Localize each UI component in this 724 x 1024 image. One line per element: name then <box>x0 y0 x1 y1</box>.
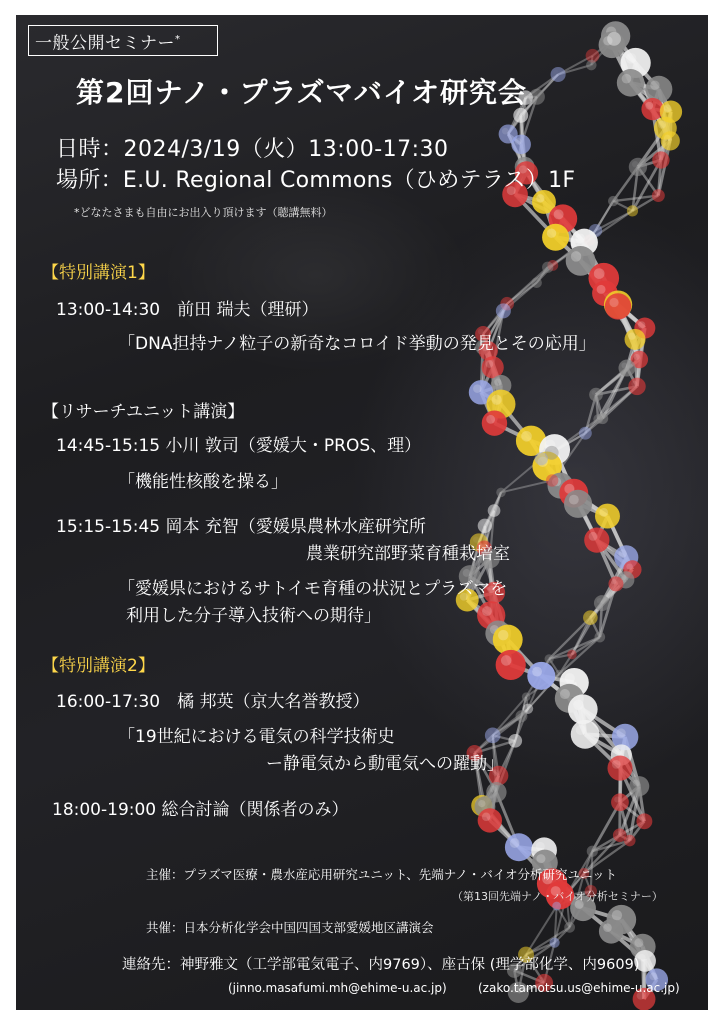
research-talk-2-title-line2: 利用した分子導入技術への期待」 <box>126 606 381 626</box>
special-lecture-2-title-line1: 「19世紀における電気の科学技術史 <box>118 727 395 747</box>
research-talk-2-affiliation: 農業研究部野菜育種栽培室 <box>306 544 510 564</box>
special-lecture-2-speaker: 16:00-17:30 橘 邦英（京大名誉教授） <box>56 692 370 712</box>
general-discussion: 18:00-19:00 総合討論（関係者のみ） <box>52 800 349 820</box>
organizer-seminar-note: （第13回先端ナノ・バイオ分析セミナー） <box>452 890 663 903</box>
research-talk-1-title: 「機能性核酸を操る」 <box>118 472 288 492</box>
special-lecture-1-speaker: 13:00-14:30 前田 瑞夫（理研） <box>56 300 319 320</box>
poster-title: 第2回ナノ・プラズマバイオ研究会 <box>76 76 528 109</box>
seminar-badge-mark: * <box>175 34 181 45</box>
organizer: 主催：プラズマ医療・農水産応用研究ユニット、先端ナノ・バイオ分析研究ユニット <box>146 867 618 882</box>
special-lecture-2-title-line2: ー静電気から動電気への躍動」 <box>266 754 504 774</box>
special-lecture-1-title: 「DNA担持ナノ粒子の新奇なコロイド挙動の発見とその応用」 <box>118 334 596 354</box>
admission-note: *どなたさまも自由にお出入り頂けます（聴講無料） <box>74 206 333 219</box>
special-lecture-1-heading: 【特別講演1】 <box>42 263 155 283</box>
event-venue: 場所：E.U. Regional Commons（ひめテラス）1F <box>56 168 576 193</box>
research-talk-1-speaker: 14:45-15:15 小川 敦司（愛媛大・PROS、理） <box>56 436 422 456</box>
seminar-poster <box>16 15 708 1010</box>
research-talk-2-speaker: 15:15-15:45 岡本 充智（愛媛県農林水産研究所 <box>56 517 426 537</box>
seminar-badge <box>28 25 218 56</box>
contact-email-jinno[interactable]: (jinno.masafumi.mh@ehime-u.ac.jp) <box>228 981 447 995</box>
contact-info: 連絡先：神野雅文（工学部電気電子、内9769）、座古保 (理学部化学、内9609) <box>122 957 640 973</box>
event-datetime: 日時：2024/3/19（火）13:00-17:30 <box>56 137 449 162</box>
research-unit-heading: 【リサーチユニット講演】 <box>42 402 245 422</box>
special-lecture-2-heading: 【特別講演2】 <box>42 656 155 676</box>
co-host: 共催：日本分析化学会中国四国支部愛媛地区講演会 <box>146 920 434 935</box>
seminar-badge-label: 一般公開セミナー <box>35 33 175 54</box>
research-talk-2-title-line1: 「愛媛県におけるサトイモ育種の状況とプラズマを <box>118 579 508 599</box>
contact-email-zako[interactable]: (zako.tamotsu.us@ehime-u.ac.jp) <box>478 981 680 995</box>
